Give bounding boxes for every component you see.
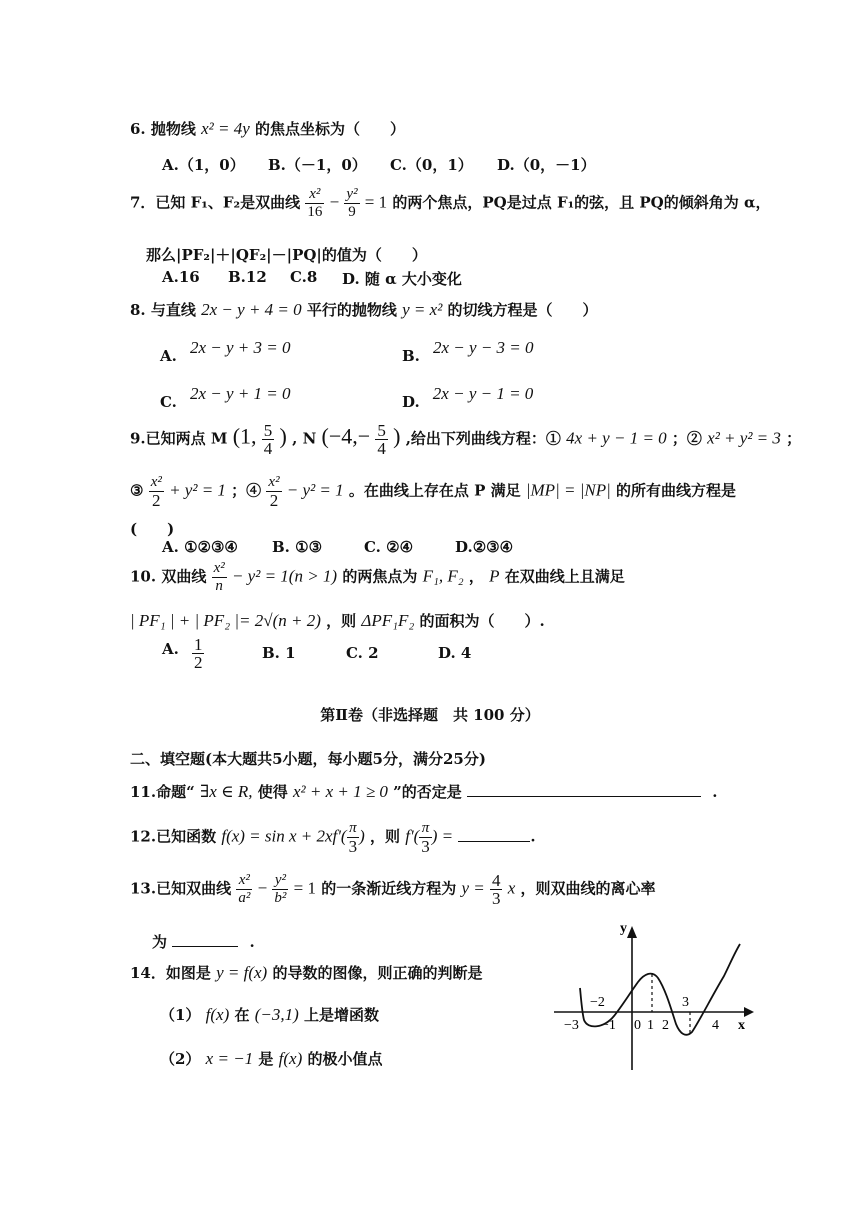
q7-stem: 7．已知 F₁、F₂是双曲线 $\frac{\text{x²}}{16}$ − $\frac{\text{y²}}{9}$ = 1 的两个焦点，PQ是过点 F₁的弦，且 PQ的倾斜角为 α，: [130, 186, 771, 220]
tick-label-0: 0: [634, 1018, 641, 1033]
tick-label-neg3: −3: [564, 1018, 579, 1033]
q11-stem: 11.命题“ ∃x ∈ R, 使得 x² + x + 1 ≥ 0 ”的否定是 .: [130, 782, 718, 801]
q9-fraction-3: $\frac{\text{x²}}{2}$: [150, 474, 162, 510]
q8-option-a: A. 2x − y + 3 = 0: [160, 338, 291, 365]
tick-label-neg1: −1: [601, 1018, 616, 1033]
q10-option-b: B. 1: [262, 644, 296, 662]
q9-stem-line1: 9.已知两点 M (1, $\frac{5}{4}$ ) , N (−4,− $\frac{5}{4}$ ) ,给出下列曲线方程：① 4x + y − 1 = 0 ；② x² + y² = 3 ；: [130, 421, 802, 458]
q7-option-b: B.12: [228, 268, 267, 286]
q10-option-c: C. 2: [346, 644, 379, 662]
q6-option-c: C.（0，1）: [390, 156, 473, 174]
q12-fraction-2: $\frac{\pi}{3}$: [421, 820, 430, 856]
q10-stem-line1: 10. 双曲线 $\frac{\text{x²}}{n}$ − y² = 1(n > 1) 的两焦点为 F₁, F₂ ， P 在双曲线上且满足: [130, 560, 625, 594]
q13-answer-blank[interactable]: [172, 930, 238, 947]
q13-fraction-2: $\frac{\text{y²}}{\text{b²}}$: [274, 872, 287, 906]
q7-fraction-2: $\frac{\text{y²}}{9}$: [346, 186, 358, 220]
q9-fraction-n: $\frac{5}{4}$: [377, 421, 386, 458]
q10-option-a: A. $\frac{1}{2}$: [162, 635, 203, 672]
y-axis-arrow: [627, 926, 637, 938]
q14-stem: 14．如图是 y = f(x) 的导数的图像，则正确的判断是: [130, 963, 483, 982]
q6-option-b: B.（－1，0）: [268, 156, 367, 174]
q9-option-a: A. ①②③④: [162, 538, 238, 556]
q7-question: 那么|PF₂|＋|QF₂|－|PQ|的值为（ ）: [146, 246, 427, 264]
section-heading: 第Ⅱ卷（非选择题 共 100 分）: [320, 706, 540, 724]
q9-fraction-4: $\frac{\text{x²}}{2}$: [268, 474, 280, 510]
x-axis-arrow: [744, 1007, 754, 1017]
q13-fraction-asymptote: $\frac{4}{3}$: [491, 871, 501, 908]
q9-option-c: C. ②④: [364, 538, 414, 556]
tick-label-neg2: −2: [590, 995, 605, 1010]
q8-option-b: B. 2x − y − 3 = 0: [402, 338, 534, 365]
q9-stem-line2: ③ $\frac{\text{x²}}{2}$ + y² = 1 ；④ $\frac{\text{x²}}{2}$ − y² = 1 。在曲线上存在点 P 满足 |MP| = |NP| 的所有曲线方程是: [130, 474, 737, 510]
q10-option-a-fraction: $\frac{1}{2}$: [193, 635, 203, 672]
q8-stem: 8. 与直线 2x − y + 4 = 0 平行的抛物线 y = x² 的切线方程是（ ）: [130, 300, 598, 319]
tick-label-3: 3: [682, 995, 689, 1010]
q6-option-d: D.（0，－1）: [497, 156, 596, 174]
derivative-graph: [548, 916, 768, 1076]
q9-option-d: D.②③④: [455, 538, 514, 556]
q12-fraction-1: $\frac{\pi}{3}$: [348, 820, 358, 856]
part2-heading: 二、填空题(本大题共5小题，每小题5分，满分25分): [130, 750, 486, 768]
q11-answer-blank[interactable]: [467, 780, 701, 797]
y-axis-label: y: [620, 921, 627, 936]
q9-option-b: B. ①③: [272, 538, 323, 556]
q9-fraction-m: $\frac{5}{4}$: [263, 421, 273, 458]
q10-option-d: D. 4: [438, 644, 472, 662]
q12-answer-blank[interactable]: [458, 825, 530, 842]
q6-stem: 6. 抛物线 x² = 4y 的焦点坐标为（ ）: [130, 119, 406, 138]
tick-label-4: 4: [712, 1018, 719, 1033]
q8-option-c: C. 2x − y + 1 = 0: [160, 384, 291, 411]
q13-stem-line2: 为 .: [152, 930, 255, 952]
tick-label-1: 1: [647, 1018, 654, 1033]
q12-stem: 12.已知函数 f(x) = sin x + 2xf'( $\frac{\pi}{3}$ ) ，则 f'( $\frac{\pi}{3}$ ) = .: [130, 820, 536, 856]
x-axis-label: x: [738, 1018, 745, 1033]
q7-fraction-1: $\frac{\text{x²}}{16}$: [307, 186, 323, 220]
q6-option-a: A.（1，0）: [162, 156, 245, 174]
q8-option-d: D. 2x − y − 1 = 0: [402, 384, 534, 411]
tick-label-2: 2: [662, 1018, 669, 1033]
q7-option-a: A.16: [162, 268, 200, 286]
q13-fraction-1: $\frac{\text{x²}}{\text{a²}}$: [238, 872, 251, 906]
q14-item-1: （1） f(x) 在 (−3,1) 上是增函数: [160, 1005, 380, 1024]
q10-fraction: $\frac{\text{x²}}{n}$: [213, 560, 225, 594]
q9-paren: ( ): [130, 520, 175, 538]
q7-option-c: C.8: [290, 268, 318, 286]
q6-expression: x² = 4y: [201, 119, 250, 138]
q7-option-d: D. 随 α 大小变化: [342, 270, 462, 288]
q13-stem: 13.已知双曲线 $\frac{\text{x²}}{\text{a²}}$ − $\frac{\text{y²}}{\text{b²}}$ = 1 的一条渐近线方程为 y = $\frac{4}{3}$ x ，则双曲线的离心率: [130, 871, 656, 908]
q14-item-2: （2） x = −1 是 f(x) 的极小值点: [160, 1049, 383, 1068]
q10-stem-line2: | PF₁ | + | PF₂ |= 2√(n + 2) ，则 ΔPF₁F₂ 的面积为（ ）.: [130, 611, 545, 630]
